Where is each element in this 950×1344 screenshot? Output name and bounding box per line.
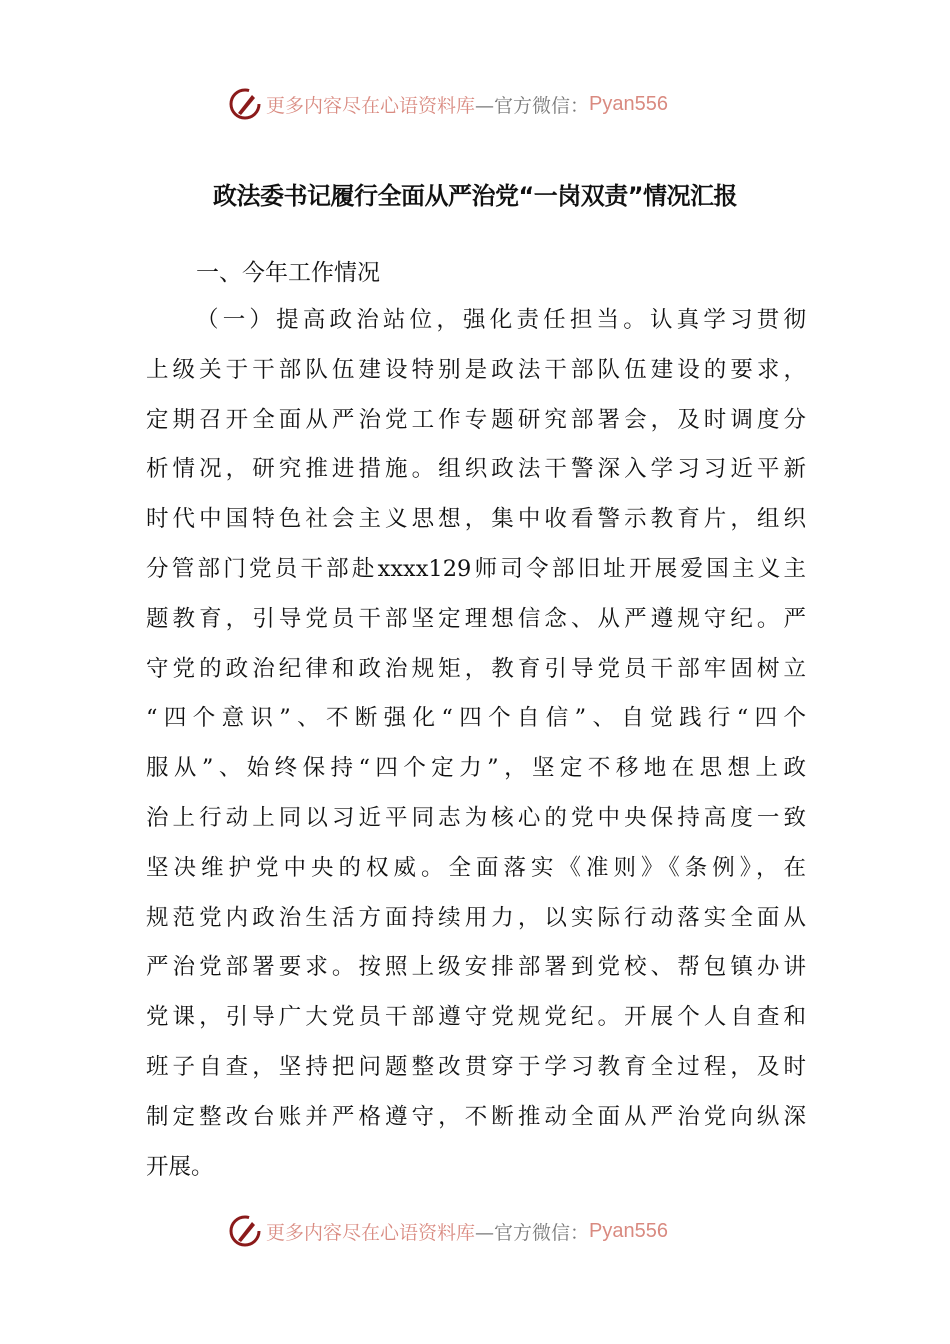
text-line: 开展。 [146, 1153, 214, 1180]
pen-logo-icon [228, 1214, 262, 1248]
body-paragraph [146, 303, 806, 1199]
text-line: 题教育，引导党员干部坚定理想信念、从严遵规守纪。严 [146, 605, 806, 632]
pen-logo-icon [228, 87, 262, 121]
text-line: 服从”、始终保持“四个定力”，坚定不移地在思想上政 [146, 755, 806, 782]
document-title: 政法委书记履行全面从严治党“一岗双责”情况汇报 [212, 182, 738, 210]
watermark-footer: 更多内容尽在心语资料库 —官方微信： Pyan556 [228, 1213, 668, 1249]
text-line: 定期召开全面从严治党工作专题研究部署会，及时调度分 [146, 406, 806, 433]
text-line: （一）提高政治站位，强化责任担当。认真学习贯彻 [196, 307, 806, 333]
text-line: 规范党内政治生活方面持续用力，以实际行动落实全面从 [146, 904, 806, 931]
text-line: 坚决维护党中央的权威。全面落实《准则》《条例》，在 [146, 854, 806, 881]
text-line: 制定整改台账并严格遵守，不断推动全面从严治党向纵深 [146, 1103, 806, 1130]
text-line: 严治党部署要求。按照上级安排部署到党校、帮包镇办讲 [146, 954, 806, 981]
text-line: 上级关于干部队伍建设特别是政法干部队伍建设的要求， [146, 356, 806, 383]
text-line: 分管部门党员干部赴xxxx129师司令部旧址开展爱国主义主 [146, 555, 806, 582]
watermark-header: 更多内容尽在心语资料库 —官方微信： Pyan556 [228, 86, 668, 122]
text-line: 析情况，研究推进措施。组织政法干警深入学习习近平新 [146, 456, 806, 483]
text-line: 班子自查，坚持把问题整改贯穿于学习教育全过程，及时 [146, 1053, 806, 1080]
section-heading: 一、今年工作情况 [196, 260, 380, 286]
text-line: “四个意识”、不断强化“四个自信”、自觉践行“四个 [146, 705, 806, 732]
text-line: 时代中国特色社会主义思想，集中收看警示教育片，组织 [146, 506, 806, 533]
text-line: 治上行动上同以习近平同志为核心的党中央保持高度一致 [146, 804, 806, 831]
text-line: 守党的政治纪律和政治规矩，教育引导党员干部牢固树立 [146, 655, 806, 682]
text-line: 党课，引导广大党员干部遵守党规党纪。开展个人自查和 [146, 1004, 806, 1031]
